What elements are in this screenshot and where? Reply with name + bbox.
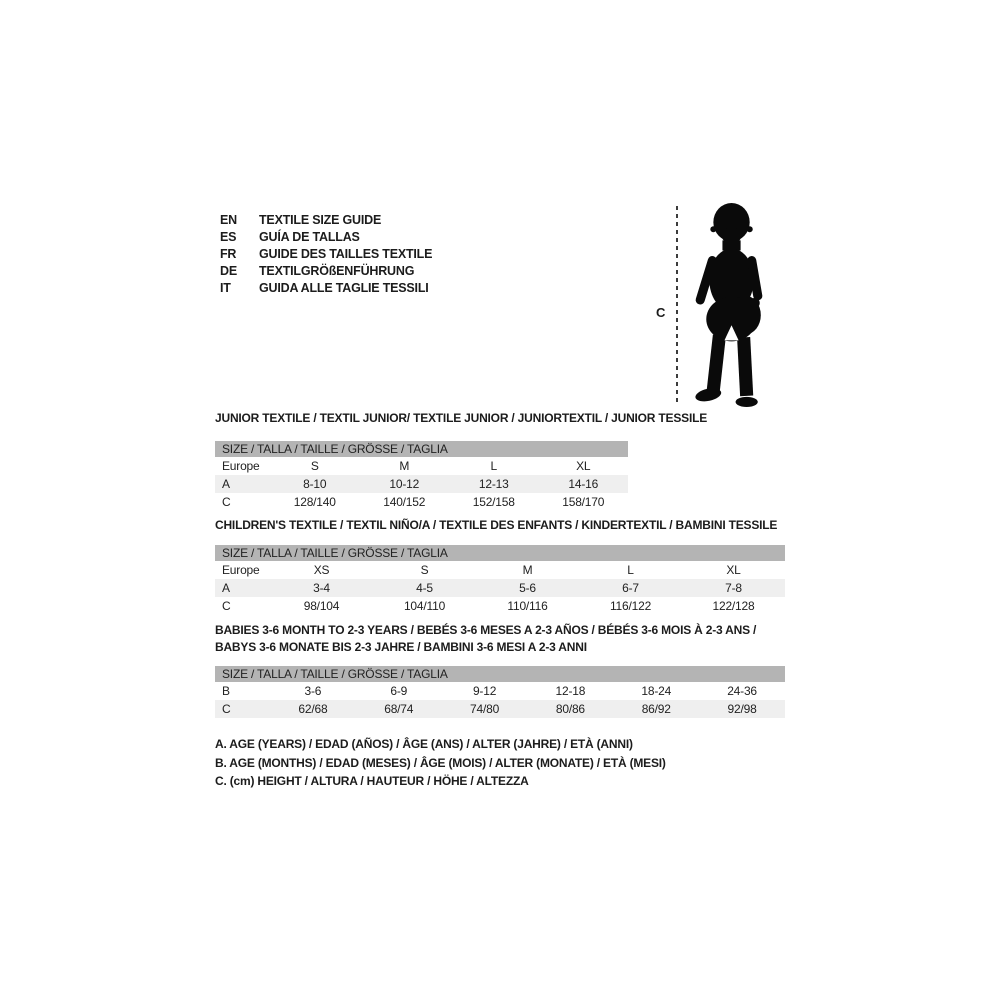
table-row bbox=[215, 579, 785, 597]
language-code: DE bbox=[220, 264, 237, 278]
row-label: B bbox=[222, 684, 230, 698]
row-label: A bbox=[222, 581, 230, 595]
legend-line: B. AGE (MONTHS) / EDAD (MESES) / ÂGE (MOIS) / ALTER (MONATE) / ETÀ (MESI) bbox=[215, 755, 666, 770]
table-title: CHILDREN'S TEXTILE / TEXTIL NIÑO/A / TEXTILE DES ENFANTS / KINDERTEXTIL / BAMBINI TESSILE bbox=[215, 518, 778, 532]
table-cell: 104/110 bbox=[403, 599, 446, 613]
table-cell: 9-12 bbox=[472, 684, 497, 698]
table-cell: L bbox=[490, 459, 497, 473]
size-table-section bbox=[215, 411, 708, 511]
table-cell: XL bbox=[726, 563, 741, 577]
language-item bbox=[220, 246, 432, 263]
table-cell: 62/68 bbox=[298, 702, 328, 716]
table-cell: 7-8 bbox=[725, 581, 742, 595]
table-cell: 122/128 bbox=[712, 599, 755, 613]
language-list bbox=[220, 212, 432, 297]
child-height-figure bbox=[650, 200, 785, 415]
table-cell: 116/122 bbox=[609, 599, 652, 613]
height-measure-dashed-line bbox=[676, 206, 678, 405]
table-row bbox=[215, 682, 785, 700]
table-cell: 128/140 bbox=[293, 495, 336, 509]
language-code: FR bbox=[220, 247, 237, 261]
table-row bbox=[215, 475, 628, 493]
table-row bbox=[215, 493, 628, 511]
table-cell: 8-10 bbox=[303, 477, 327, 491]
size-table-section bbox=[215, 519, 785, 615]
size-header-band: SIZE / TALLA / TAILLE / GRÖSSE / TAGLIA bbox=[215, 666, 785, 682]
language-item bbox=[220, 280, 432, 297]
table-cell: 110/116 bbox=[507, 599, 548, 613]
language-guide-title: GUIDA ALLE TAGLIE TESSILI bbox=[259, 281, 429, 295]
table-title: BABYS 3-6 MONATE BIS 2-3 JAHRE / BAMBINI 3-6 MESI A 2-3 ANNI bbox=[215, 640, 587, 654]
table-cell: 24-36 bbox=[727, 684, 757, 698]
table-cell: L bbox=[627, 563, 634, 577]
size-header-band: SIZE / TALLA / TAILLE / GRÖSSE / TAGLIA bbox=[215, 441, 628, 457]
language-item bbox=[220, 263, 432, 280]
table-cell: 3-4 bbox=[313, 581, 330, 595]
row-label: A bbox=[222, 477, 230, 491]
table-cell: 18-24 bbox=[641, 684, 672, 698]
table-cell: 10-12 bbox=[389, 477, 420, 491]
row-label: Europe bbox=[222, 563, 260, 577]
table-cell: 86/92 bbox=[641, 702, 671, 716]
table-cell: S bbox=[310, 459, 319, 473]
table-cell: M bbox=[399, 459, 410, 473]
table-cell: S bbox=[420, 563, 429, 577]
table-cell: 80/86 bbox=[555, 702, 585, 716]
table-cell: XL bbox=[576, 459, 591, 473]
table-cell: 12-13 bbox=[478, 477, 509, 491]
size-table-section bbox=[215, 624, 785, 718]
size-header-band: SIZE / TALLA / TAILLE / GRÖSSE / TAGLIA bbox=[215, 545, 785, 561]
table-row bbox=[215, 700, 785, 718]
table-cell: 158/170 bbox=[562, 495, 605, 509]
row-label: C bbox=[222, 702, 231, 716]
language-item bbox=[220, 229, 432, 246]
table-cell: 68/74 bbox=[384, 702, 414, 716]
table-cell: 6-9 bbox=[390, 684, 408, 698]
table-cell: XS bbox=[313, 563, 330, 577]
language-guide-title: TEXTILE SIZE GUIDE bbox=[259, 213, 382, 227]
legend-line: C. (cm) HEIGHT / ALTURA / HAUTEUR / HÖHE / ALTEZZA bbox=[215, 774, 529, 788]
language-item bbox=[220, 212, 432, 229]
table-cell: M bbox=[522, 563, 533, 577]
table-cell: 74/80 bbox=[470, 702, 500, 716]
language-code: EN bbox=[220, 213, 237, 227]
table-cell: 3-6 bbox=[304, 684, 322, 698]
table-title: BABIES 3-6 MONTH TO 2-3 YEARS / BEBÉS 3-6 MESES A 2-3 AÑOS / BÉBÉS 3-6 MOIS À 2-3 ANS / bbox=[215, 623, 757, 637]
row-label: C bbox=[222, 599, 231, 613]
language-guide-title: GUIDE DES TAILLES TEXTILE bbox=[259, 247, 433, 261]
table-row bbox=[215, 457, 628, 475]
language-code: IT bbox=[220, 281, 231, 295]
table-cell: 4-5 bbox=[416, 581, 433, 595]
table-cell: 152/158 bbox=[472, 495, 515, 509]
table-cell: 5-6 bbox=[519, 581, 536, 595]
table-row bbox=[215, 597, 785, 615]
height-measure-label: C bbox=[656, 305, 666, 320]
table-cell: 92/98 bbox=[727, 702, 757, 716]
language-code: ES bbox=[220, 230, 237, 244]
table-cell: 6-7 bbox=[622, 581, 639, 595]
table-row bbox=[215, 561, 785, 579]
table-cell: 98/104 bbox=[303, 599, 340, 613]
language-guide-title: GUÍA DE TALLAS bbox=[259, 230, 360, 244]
language-guide-title: TEXTILGRÖßENFÜHRUNG bbox=[259, 264, 415, 278]
row-label: C bbox=[222, 495, 231, 509]
table-cell: 14-16 bbox=[568, 477, 599, 491]
row-label: Europe bbox=[222, 459, 260, 473]
table-title: JUNIOR TEXTILE / TEXTIL JUNIOR/ TEXTILE JUNIOR / JUNIORTEXTIL / JUNIOR TESSILE bbox=[215, 411, 708, 425]
table-cell: 140/152 bbox=[383, 495, 426, 509]
table-cell: 12-18 bbox=[555, 684, 586, 698]
toddler-silhouette-icon bbox=[685, 202, 773, 409]
legend-line: A. AGE (YEARS) / EDAD (AÑOS) / ÂGE (ANS) / ALTER (JAHRE) / ETÀ (ANNI) bbox=[215, 737, 633, 751]
measurement-legend bbox=[215, 735, 666, 791]
